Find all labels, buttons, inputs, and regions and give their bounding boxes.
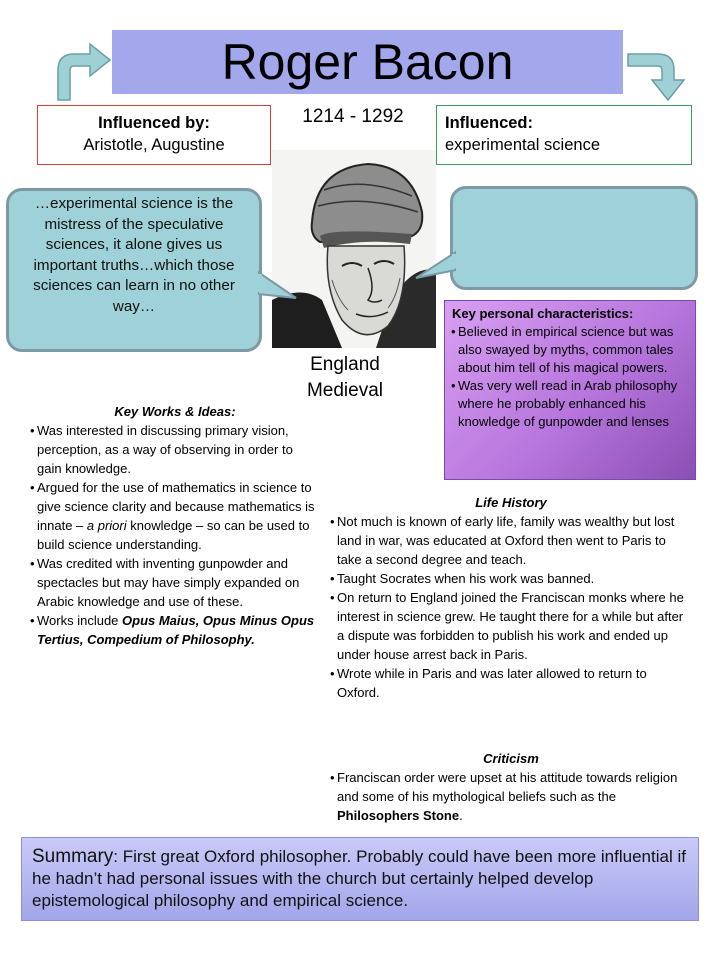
- curved-arrow-right-icon: [626, 40, 692, 102]
- influenced-by-label: Influenced by:: [98, 114, 210, 132]
- criticism-title: Criticism: [483, 751, 539, 766]
- list-item: • Was very well read in Arab philosophy where he probably enhanced his knowledge of gunpowder and lenses: [452, 377, 688, 431]
- list-item: • Taught Socrates when his work was banned.: [331, 569, 691, 588]
- list-item: • Was credited with inventing gunpowder and spectacles but may have simply expanded on Arabic knowledge and use of these.: [31, 554, 319, 611]
- list-item: [331, 768, 691, 825]
- criticism-section: [331, 749, 691, 825]
- list-item-text: .: [459, 808, 463, 823]
- key-works-list: [31, 421, 319, 649]
- list-item: • Wrote while in Paris and was later allowed to return to Oxford.: [331, 664, 691, 702]
- curved-arrow-left-icon: [48, 40, 114, 102]
- list-item-text: Works include: [37, 613, 123, 628]
- list-item-text: Argued for the use of mathematics in science to give science clarity and because mathematics is innate –: [37, 480, 315, 533]
- list-item: • Believed in empirical science but was also swayed by myths, common tales about him tell of his magical powers.: [452, 323, 688, 377]
- influenced-box: [436, 105, 692, 165]
- portrait-image: [272, 150, 436, 348]
- list-item: • On return to England joined the Franciscan monks where he interest in science grew. He taught there for a while but after a dispute was forbidden to publish his work and ended up under house arrest back in Paris.: [331, 588, 691, 664]
- place-period: Medieval: [306, 380, 384, 401]
- life-history-list: [331, 512, 691, 702]
- list-item: [31, 611, 319, 649]
- works-titles: Opus Maius, Opus Minus Opus Tertius, Compedium of Philosophy.: [37, 613, 315, 647]
- key-works-title: Key Works & Ideas:: [114, 404, 236, 419]
- place-country: England: [310, 354, 380, 375]
- influenced-by-box: [37, 105, 271, 165]
- list-item: • Not much is known of early life, family was wealthy but lost land in war, was educated at Oxford then went to Paris to take a second degree and teach.: [331, 512, 691, 569]
- summary-label: Summary: [32, 846, 114, 867]
- influenced-by-value: Aristotle, Augustine: [83, 136, 225, 154]
- list-item-text: Franciscan order were upset at his attitude towards religion and some of his mythological beliefs such as the: [337, 770, 678, 804]
- list-item: [31, 478, 319, 554]
- influenced-label: Influenced:: [445, 114, 534, 132]
- a-priori-term: a priori: [86, 518, 127, 533]
- quote-speech-bubble: …experimental science is the mistress of the speculative sciences, it alone gives us important truths…which those sciences can learn in no other way…: [6, 188, 262, 352]
- page-title: Roger Bacon: [112, 30, 623, 94]
- key-characteristics-box: [444, 300, 696, 480]
- characteristics-title: Key personal characteristics:: [452, 306, 634, 321]
- summary-text: : First great Oxford philosopher. Probably could have been more influential if he hadn’t had personal issues with the church but certainly helped develop epistemological philosophy and empirical science.: [32, 847, 686, 910]
- life-history-section: [331, 493, 691, 702]
- criticism-list: [331, 768, 691, 825]
- summary-box: [21, 837, 699, 921]
- quote-bubble-tail: [258, 268, 298, 302]
- life-history-title: Life History: [475, 495, 547, 510]
- philosophers-stone-term: Philosophers Stone: [337, 808, 460, 823]
- key-works-section: [31, 402, 319, 649]
- characteristics-list: [452, 323, 688, 431]
- place-era: [280, 352, 410, 404]
- list-item: • Was interested in discussing primary vision, perception, as a way of observing in order to gain knowledge.: [31, 421, 319, 478]
- life-dates: 1214 - 1292: [302, 106, 404, 127]
- empty-speech-bubble: [450, 186, 698, 290]
- list-item-text: knowledge – so can be used to build science understanding.: [37, 518, 310, 552]
- influenced-value: experimental science: [445, 136, 600, 154]
- empty-bubble-tail: [414, 248, 456, 282]
